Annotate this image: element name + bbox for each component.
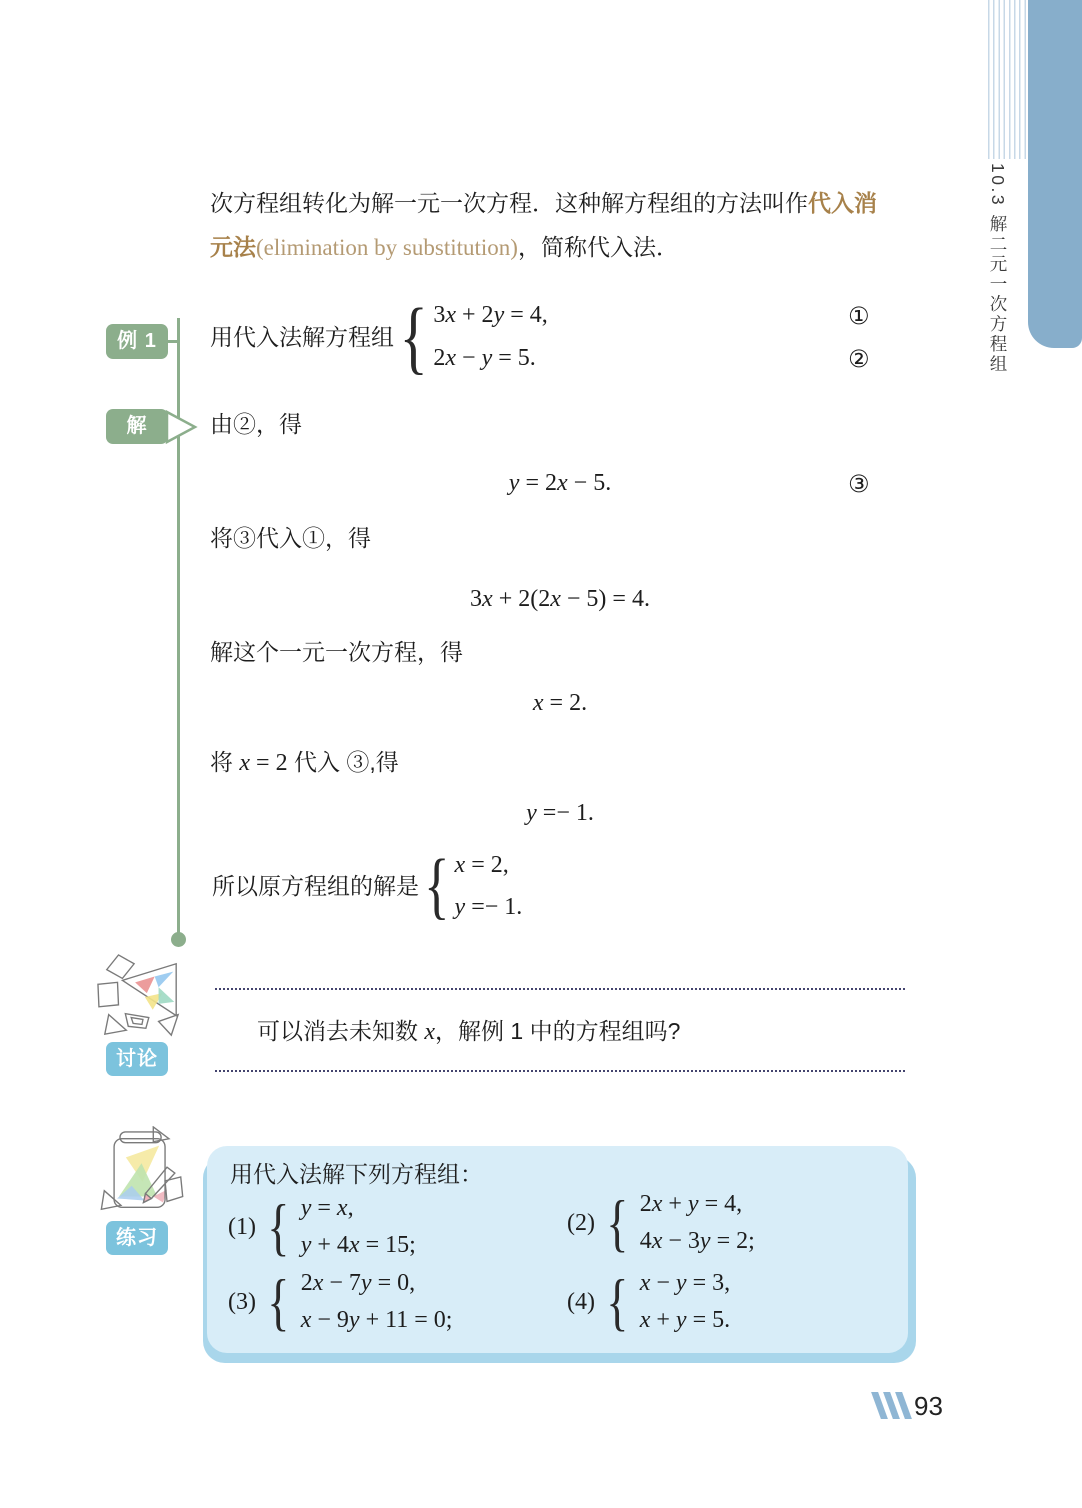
discussion-megaphone-icon: [96, 953, 184, 1041]
keyword-highlight: 代入消: [808, 190, 877, 216]
equation-line: [215, 586, 905, 613]
solution-badge: 解: [106, 409, 168, 444]
step-text: [210, 748, 399, 777]
chapter-edge-bar: [1028, 0, 1082, 348]
discussion-text-post: ，解例 1 中的方程组吗?: [435, 1018, 681, 1044]
practice-notebook-icon: [96, 1126, 190, 1224]
problem-label: (2): [567, 1209, 595, 1236]
intro-text: 次方程组转化为解一元一次方程．这种解方程组的方法叫作: [210, 190, 808, 216]
example-guide-line-end-dot: [171, 932, 186, 947]
practice-badge: 练习: [106, 1221, 168, 1255]
problem-equation: y + 4x = 15;: [300, 1232, 416, 1258]
practice-problem-4: [567, 1265, 730, 1339]
english-term: (elimination by substitution): [256, 235, 518, 260]
problem-equation: x + y = 5.: [639, 1307, 731, 1333]
left-brace: {: [606, 1266, 629, 1337]
discussion-badge: 讨论: [106, 1042, 168, 1076]
problem-equation: 2x − 7y = 0,: [300, 1270, 416, 1296]
page-number: 93: [914, 1391, 943, 1421]
problem-equation: 2x + y = 4,: [639, 1191, 743, 1217]
step-text: 解这个一元一次方程，得: [210, 639, 463, 665]
chapter-sidebar-title: 10.3 解二元一次方程组: [988, 163, 1008, 375]
step-text-pre: 将: [210, 749, 240, 775]
solution-equation-1: x = 2,: [454, 852, 509, 878]
problem-label: (1): [228, 1213, 256, 1240]
y-solution-equation: y =− 1.: [526, 800, 594, 826]
equation-tag-1: ①: [848, 302, 870, 330]
equation-1: 3x + 2y = 4,: [433, 302, 548, 328]
discussion-text-pre: 可以消去未知数: [257, 1018, 425, 1044]
problem-equation: x − y = 3,: [639, 1270, 731, 1296]
problem-equation: y = x,: [300, 1195, 354, 1221]
solution-equation-2: y =− 1.: [454, 894, 523, 920]
problem-label: (4): [567, 1288, 595, 1315]
problem-label: (3): [228, 1288, 256, 1315]
equation-tag-2: ②: [848, 345, 870, 373]
example-1-badge: 例 1: [106, 324, 168, 359]
equation-tag-3: ③: [848, 470, 870, 498]
keyword-highlight: 元法: [210, 234, 256, 260]
equation-line: [215, 470, 905, 497]
intro-line-2: [210, 225, 936, 270]
left-brace: {: [423, 845, 450, 927]
conclusion-text: 所以原方程组的解是: [212, 873, 419, 899]
example-problem-row: [210, 292, 548, 382]
left-brace: {: [399, 291, 428, 382]
equation-3: y = 2x − 5.: [508, 470, 612, 496]
practice-problem-3: [228, 1265, 452, 1339]
example-lead-text: 用代入法解方程组: [210, 324, 394, 350]
intro-text: ，简称代入法．: [517, 234, 679, 260]
solution-arrow-icon: [165, 407, 201, 447]
practice-problem-1: [228, 1190, 416, 1264]
intro-line-1: [210, 181, 936, 225]
practice-title: 用代入法解下列方程组：: [230, 1161, 483, 1187]
equation-line: [215, 800, 905, 827]
problem-equation: 4x − 3y = 2;: [639, 1228, 755, 1254]
intro-paragraph: [210, 181, 936, 270]
discussion-question: [257, 1017, 680, 1046]
step-text-post: 代入 ③,得: [287, 749, 399, 775]
step-text: 由②，得: [210, 411, 302, 437]
left-brace: {: [267, 1191, 290, 1262]
inline-math: x = 2: [239, 750, 288, 776]
equation-line: [215, 690, 905, 717]
conclusion-row: [212, 843, 522, 929]
problem-equation: x − 9y + 11 = 0;: [300, 1307, 453, 1333]
left-brace: {: [606, 1187, 629, 1258]
dotted-rule-bottom: [215, 1070, 905, 1072]
pinstripe-decoration: [988, 0, 1027, 159]
step-text: 将③代入①，得: [210, 525, 371, 551]
dotted-rule-top: [215, 988, 905, 990]
practice-problem-2: [567, 1186, 755, 1260]
left-brace: {: [267, 1266, 290, 1337]
page-number-slashes-icon: [876, 1392, 907, 1419]
x-solution-equation: x = 2.: [532, 690, 588, 716]
equation-2: 2x − y = 5.: [433, 345, 536, 371]
inline-math: x: [424, 1019, 436, 1045]
substituted-equation: 3x + 2(2x − 5) = 4.: [470, 586, 650, 612]
